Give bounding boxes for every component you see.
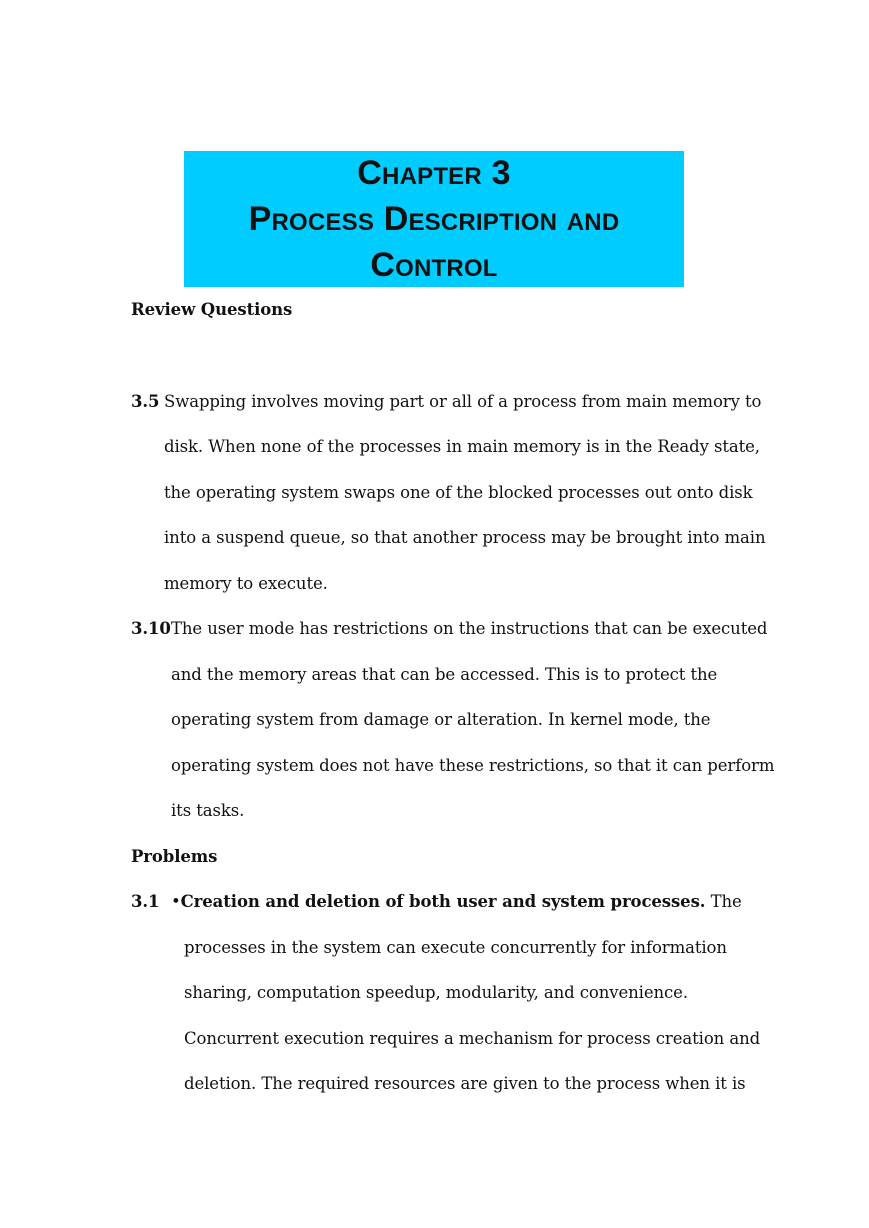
chapter-title-line-1: Process Description and [248, 200, 620, 238]
answer-3-5-line: into a suspend queue, so that another process may be brought into main [164, 528, 766, 547]
answer-3-5-line: memory to execute. [164, 574, 328, 593]
chapter-title-banner [184, 151, 684, 287]
problems-heading: Problems [131, 847, 218, 866]
answer-3-5-line: Swapping involves moving part or all of a process from main memory to [164, 392, 762, 411]
answer-3-10-line: and the memory areas that can be accessed. This is to protect the [171, 665, 718, 684]
answer-3-5-line: the operating system swaps one of the blocked processes out onto disk [164, 483, 753, 502]
problem-3-1-line: deletion. The required resources are given to the process when it is [184, 1074, 746, 1093]
answer-3-10-line: operating system from damage or alteration. In kernel mode, the [171, 710, 711, 729]
problem-3-1-lead-rest: The [710, 892, 742, 911]
answer-3-10-line: its tasks. [171, 801, 245, 820]
problem-3-1-line: processes in the system can execute concurrently for information [184, 938, 727, 957]
question-number-3-5: 3.5 [131, 392, 160, 411]
problem-3-1-bold-lead: Creation and deletion of both user and system processes. [180, 892, 706, 911]
chapter-number: Chapter 3 [357, 154, 511, 192]
answer-3-10-line: The user mode has restrictions on the instructions that can be executed [171, 619, 768, 638]
chapter-title-line-2: Control [370, 246, 498, 284]
problem-number-3-1: 3.1 [131, 892, 160, 911]
review-questions-heading: Review Questions [131, 300, 293, 319]
problem-3-1-line: Concurrent execution requires a mechanism for process creation and [184, 1029, 761, 1048]
answer-3-10-line: operating system does not have these restrictions, so that it can perform [171, 756, 775, 775]
question-number-3-10: 3.10 [131, 619, 171, 638]
problem-3-1-lead [171, 891, 742, 913]
bullet: • [171, 892, 181, 911]
problem-3-1-line: sharing, computation speedup, modularity, and convenience. [184, 983, 688, 1002]
answer-3-5-line: disk. When none of the processes in main memory is in the Ready state, [164, 437, 760, 456]
